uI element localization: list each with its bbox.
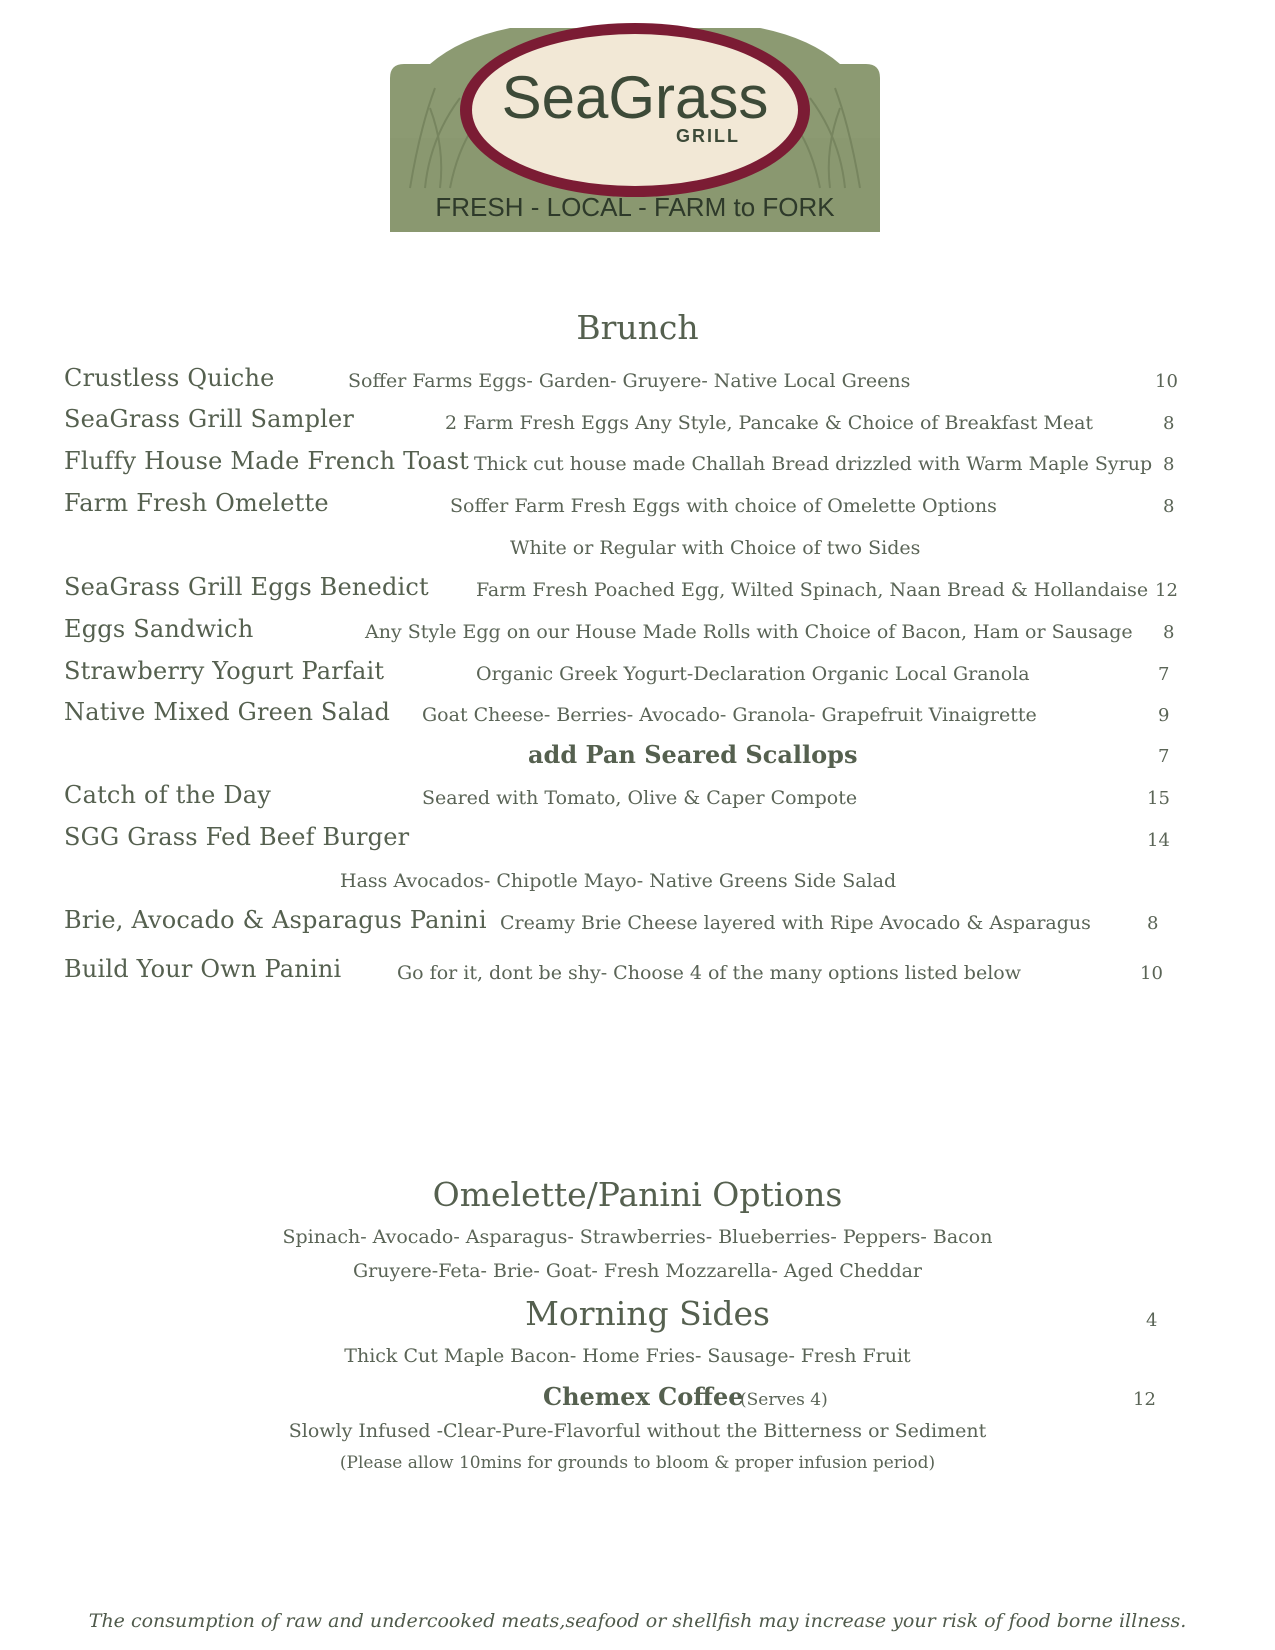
item-name: Brie, Avocado & Asparagus Panini	[64, 906, 487, 934]
item-addon: add Pan Seared Scallops	[528, 740, 858, 769]
options-line-2: Gruyere-Feta- Brie- Goat- Fresh Mozzarella- Aged Cheddar	[352, 1260, 923, 1282]
item-name: Native Mixed Green Salad	[64, 698, 391, 726]
item-addon-price: 7	[1158, 746, 1170, 767]
logo-tagline: FRESH - LOCAL - FARM to FORK	[435, 192, 835, 222]
item-desc: Soffer Farm Fresh Eggs with choice of Omelette Options	[450, 495, 997, 517]
item-price: 9	[1158, 705, 1170, 726]
item-name: Fluffy House Made French Toast	[64, 447, 469, 475]
sides-price: 4	[1146, 1310, 1158, 1331]
item-price: 8	[1163, 413, 1175, 434]
item-name: Catch of the Day	[64, 781, 272, 809]
item-name: Crustless Quiche	[64, 364, 275, 392]
item-desc: Soffer Farms Eggs- Garden- Gruyere- Native Local Greens	[348, 370, 911, 392]
brunch-title: Brunch	[576, 308, 699, 347]
seagrass-grill-logo	[390, 18, 880, 232]
item-name: Eggs Sandwich	[64, 615, 254, 643]
item-name: Build Your Own Panini	[64, 955, 342, 983]
item-desc: Hass Avocados- Chipotle Mayo- Native Greens Side Salad	[340, 870, 897, 892]
item-name: SeaGrass Grill Eggs Benedict	[64, 573, 429, 601]
logo-name-grass: Grass	[608, 64, 769, 131]
item-desc: Farm Fresh Poached Egg, Wilted Spinach, Naan Bread & Hollandaise	[476, 579, 1149, 601]
logo-name-sea: Sea	[501, 64, 609, 131]
options-title: Omelette/Panini Options	[432, 1175, 843, 1214]
item-name: Strawberry Yogurt Parfait	[64, 657, 385, 685]
item-desc: 2 Farm Fresh Eggs Any Style, Pancake & Choice of Breakfast Meat	[445, 412, 1094, 434]
food-safety-warning: The consumption of raw and undercooked meats,seafood or shellfish may increase your risk of food borne illness.	[88, 1610, 1187, 1632]
item-price: 8	[1147, 913, 1159, 934]
item-price: 8	[1163, 496, 1175, 517]
item-price: 8	[1163, 454, 1175, 475]
options-line-1: Spinach- Avocado- Asparagus- Strawberries- Blueberries- Peppers- Bacon	[282, 1226, 993, 1248]
svg-text:SeaGrass	[502, 64, 769, 131]
item-price: 14	[1147, 830, 1170, 851]
item-price: 10	[1155, 371, 1178, 392]
item-name: SeaGrass Grill Sampler	[64, 405, 355, 433]
item-desc: Any Style Egg on our House Made Rolls with Choice of Bacon, Ham or Sausage	[365, 621, 1133, 643]
item-name: Farm Fresh Omelette	[64, 489, 329, 517]
item-desc: Organic Greek Yogurt-Declaration Organic Local Granola	[476, 663, 1030, 685]
item-desc: Thick cut house made Challah Bread drizzled with Warm Maple Syrup	[474, 453, 1153, 475]
item-price: 8	[1163, 622, 1175, 643]
coffee-serves: (Serves 4)	[740, 1390, 828, 1410]
coffee-price: 12	[1133, 1389, 1156, 1410]
coffee-line-1: Slowly Infused -Clear-Pure-Flavorful without the Bitterness or Sediment	[288, 1420, 987, 1442]
item-price: 12	[1155, 580, 1178, 601]
coffee-title: Chemex Coffee	[543, 1382, 744, 1411]
item-price: 15	[1147, 788, 1170, 809]
item-price: 10	[1140, 963, 1163, 984]
logo-grill: GRILL	[676, 126, 740, 146]
item-desc: Seared with Tomato, Olive & Caper Compote	[422, 787, 858, 809]
sides-title: Morning Sides	[525, 1294, 770, 1333]
item-desc: Goat Cheese- Berries- Avocado- Granola- Grapefruit Vinaigrette	[422, 704, 1037, 726]
item-extra: White or Regular with Choice of two Sides	[510, 537, 921, 559]
item-name: SGG Grass Fed Beef Burger	[64, 823, 410, 851]
coffee-line-2: (Please allow 10mins for grounds to bloom & proper infusion period)	[339, 1453, 936, 1473]
item-desc: Go for it, dont be shy- Choose 4 of the many options listed below	[397, 962, 1021, 984]
sides-line: Thick Cut Maple Bacon- Home Fries- Sausage- Fresh Fruit	[344, 1345, 911, 1367]
item-price: 7	[1158, 664, 1170, 685]
item-desc: Creamy Brie Cheese layered with Ripe Avocado & Asparagus	[500, 912, 1091, 934]
